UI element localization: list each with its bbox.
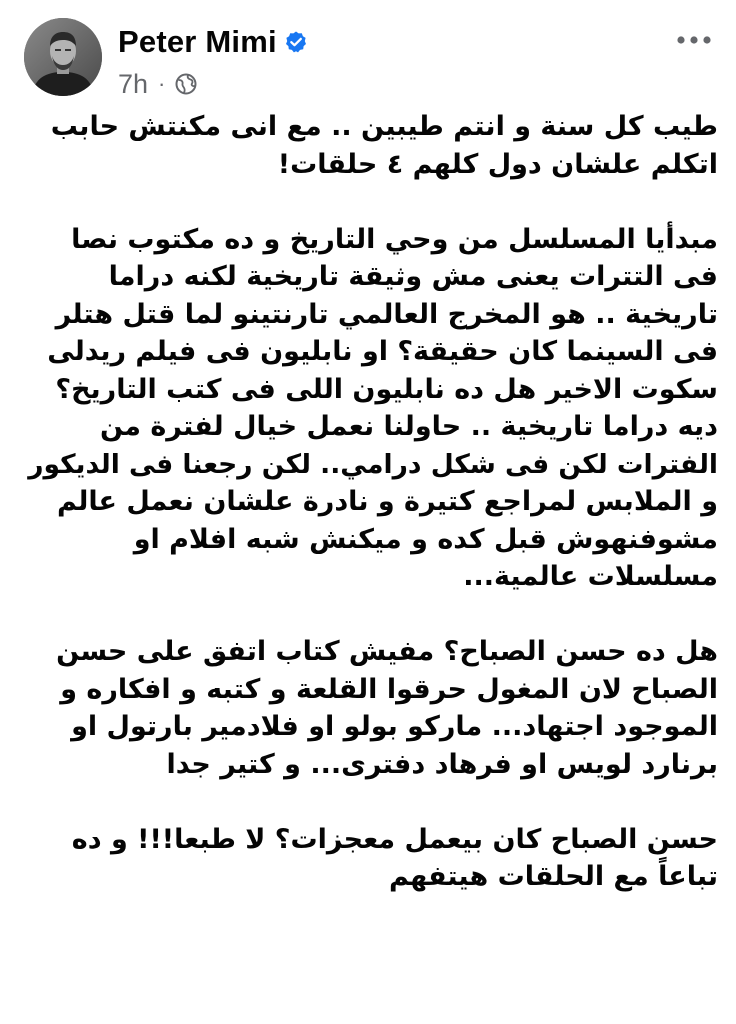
post-header bbox=[0, 0, 736, 110]
text-line: هل ده حسن الصباح؟ مفيش كتاب اتفق على حسن bbox=[56, 636, 718, 667]
globe-icon[interactable] bbox=[175, 73, 197, 95]
text-line: اتكلم علشان دول كلهم ٤ حلقات! bbox=[277, 148, 718, 180]
text-line: مشوفنهوش قبل كده و ميكنش شبه افلام او bbox=[133, 523, 718, 555]
profile-photo-icon[interactable] bbox=[24, 18, 102, 96]
post-paragraph bbox=[18, 221, 718, 596]
text-line: و الملابس لمراجع كتيرة و نادرة علشان نعمل عالم bbox=[57, 486, 718, 517]
text-line: طيب كل سنة و انتم طيبين .. مع انى مكنتش حابب bbox=[50, 111, 718, 142]
text-line: مبدأيا المسلسل من وحي التاريخ و ده مكتوب نصا bbox=[71, 223, 718, 255]
verified-badge-icon bbox=[284, 30, 308, 54]
text-line: الموجود اجتهاد... ماركو بولو او فلادمير بارتول او bbox=[71, 711, 718, 742]
text-line: الفترات لكن فى شكل درامي.. لكن رجعنا فى الديكور bbox=[28, 448, 718, 480]
post-meta bbox=[118, 66, 197, 102]
text-line: فى السينما كان حقيقة؟ او نابليون فى فيلم ريدلى bbox=[47, 336, 718, 367]
text-line: تاريخية .. هو المخرج العالمي تارنتينو لما قتل هتلر bbox=[55, 298, 718, 330]
post-paragraph bbox=[18, 821, 718, 896]
author-row bbox=[118, 22, 308, 62]
text-line: ديه دراما تاريخية .. حاولنا نعمل خيال لفترة من bbox=[99, 411, 718, 442]
text-line: سكوت الاخير هل ده نابليون اللى فى كتب التاريخ؟ bbox=[55, 373, 718, 405]
post-paragraph bbox=[18, 108, 718, 183]
meta-separator: · bbox=[158, 71, 166, 96]
post-timestamp[interactable]: 7h bbox=[118, 68, 149, 99]
post-text bbox=[18, 108, 718, 896]
more-options-icon[interactable] bbox=[672, 24, 716, 56]
text-line: الصباح لان المغول حرقوا القلعة و كتبه و افكاره و bbox=[60, 673, 718, 705]
text-line: فى التترات يعنى مش وثيقة تاريخية لكنه دراما bbox=[108, 261, 718, 292]
text-line: حسن الصباح كان بيعمل معجزات؟ لا طبعا!!! و ده bbox=[71, 823, 718, 855]
text-line: برنارد لويس او فرهاد دفترى... و كتير جدا bbox=[166, 748, 718, 780]
text-line: مسلسلات عالمية... bbox=[463, 561, 718, 592]
text-line: تباعاً مع الحلقات هيتفهم bbox=[388, 861, 718, 892]
post-paragraph bbox=[18, 633, 718, 783]
author-name[interactable]: Peter Mimi bbox=[118, 24, 277, 59]
